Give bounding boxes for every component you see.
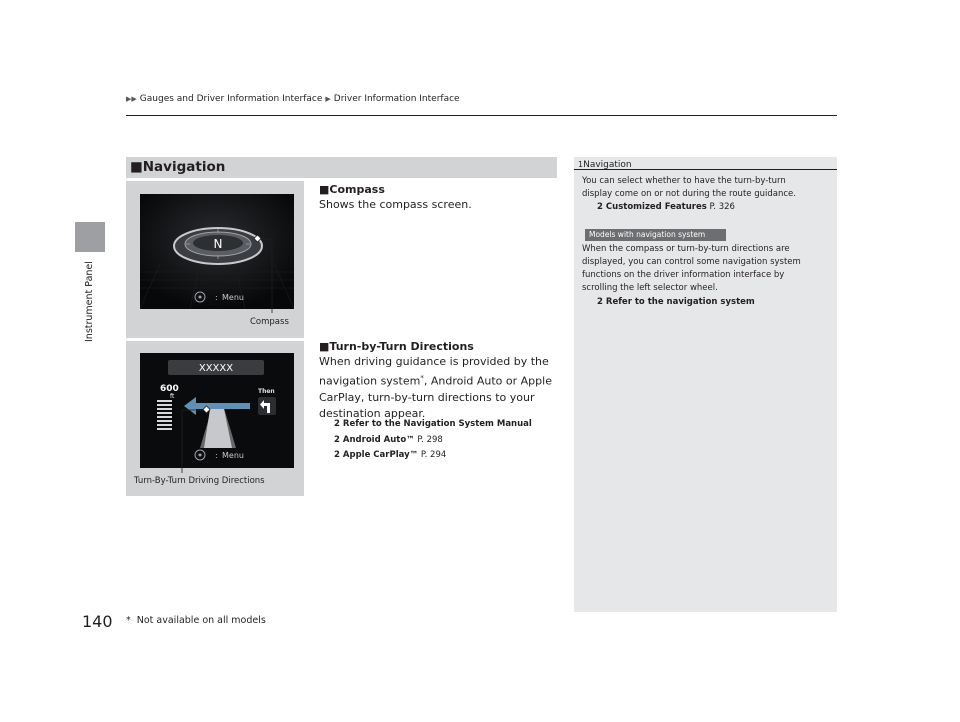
sidebar-note-panel bbox=[574, 157, 837, 612]
breadcrumb-arrow-icon: ▶ bbox=[325, 95, 331, 103]
sidebar-note-title: 1Navigation bbox=[578, 160, 632, 170]
ref-android-auto[interactable]: 2 Android Auto™ P. 298 bbox=[334, 435, 443, 445]
tbt-menu-label: Menu bbox=[222, 451, 244, 460]
compass-callout bbox=[126, 181, 304, 338]
chapter-label-text: Instrument Panel bbox=[84, 261, 95, 342]
section-title-bar bbox=[126, 157, 557, 178]
compass-heading: ■Compass bbox=[319, 183, 385, 196]
breadcrumb-item[interactable]: Gauges and Driver Information Interface bbox=[139, 94, 323, 104]
sidebar-ref-customized-features[interactable]: 2 Customized Features P. 326 bbox=[597, 202, 735, 212]
xref-icon: 2 bbox=[597, 202, 603, 212]
breadcrumb-item[interactable]: Driver Information Interface bbox=[333, 94, 460, 104]
breadcrumb-arrow-icon: ▶▶ bbox=[126, 95, 137, 103]
page-number: 140 bbox=[82, 612, 113, 631]
compass-menu-label: Menu bbox=[222, 293, 244, 302]
tbt-screenshot-frame bbox=[126, 341, 304, 496]
compass-caption: Compass bbox=[250, 317, 289, 327]
tbt-street-label: XXXXX bbox=[198, 363, 234, 374]
ref-apple-carplay[interactable]: 2 Apple CarPlay™ P. 294 bbox=[334, 450, 447, 460]
tbt-description: When driving guidance is provided by the navigation system*, Android Auto or Apple CarPlay, turn-by-turn directions to your destination appear. bbox=[319, 355, 552, 420]
tbt-callout bbox=[126, 341, 304, 496]
section-title: ■Navigation bbox=[130, 159, 226, 175]
breadcrumb bbox=[126, 94, 460, 104]
chapter-tab bbox=[75, 222, 105, 252]
tbt-heading: ■Turn-by-Turn Directions bbox=[319, 340, 474, 353]
header-divider bbox=[126, 115, 837, 116]
footnote: * Not available on all models bbox=[126, 615, 266, 626]
sidebar-note-para2: When the compass or turn-by-turn directions are displayed, you can control some navigation system functions on the driver information interface by scrolling the left selector wheel. bbox=[582, 244, 801, 293]
compass-screenshot-frame bbox=[126, 181, 304, 338]
models-badge: Models with navigation system bbox=[585, 229, 726, 241]
ref-navigation-manual[interactable]: 2 Refer to the Navigation System Manual bbox=[334, 419, 532, 429]
tbt-distance-unit: ft bbox=[170, 393, 175, 400]
svg-text::: : bbox=[215, 451, 218, 460]
compass-description: Shows the compass screen. bbox=[319, 198, 472, 211]
xref-icon: 2 bbox=[334, 435, 340, 445]
xref-icon: 2 bbox=[597, 297, 603, 307]
svg-text::: : bbox=[215, 293, 218, 302]
xref-icon: 2 bbox=[334, 450, 340, 460]
sidebar-note-para1: You can select whether to have the turn-by-turn display come on or not during the route guidance. bbox=[582, 176, 796, 199]
tbt-then-label: Then bbox=[258, 388, 275, 395]
tbt-caption: Turn-By-Turn Driving Directions bbox=[134, 476, 265, 486]
sidebar-ref-navigation-system[interactable]: 2 Refer to the navigation system bbox=[597, 297, 755, 307]
compass-north-letter: N bbox=[213, 237, 223, 251]
chapter-label bbox=[84, 262, 98, 342]
xref-icon: 2 bbox=[334, 419, 340, 429]
tbt-distance: 600 bbox=[160, 384, 179, 394]
note-icon: 1 bbox=[578, 160, 584, 169]
